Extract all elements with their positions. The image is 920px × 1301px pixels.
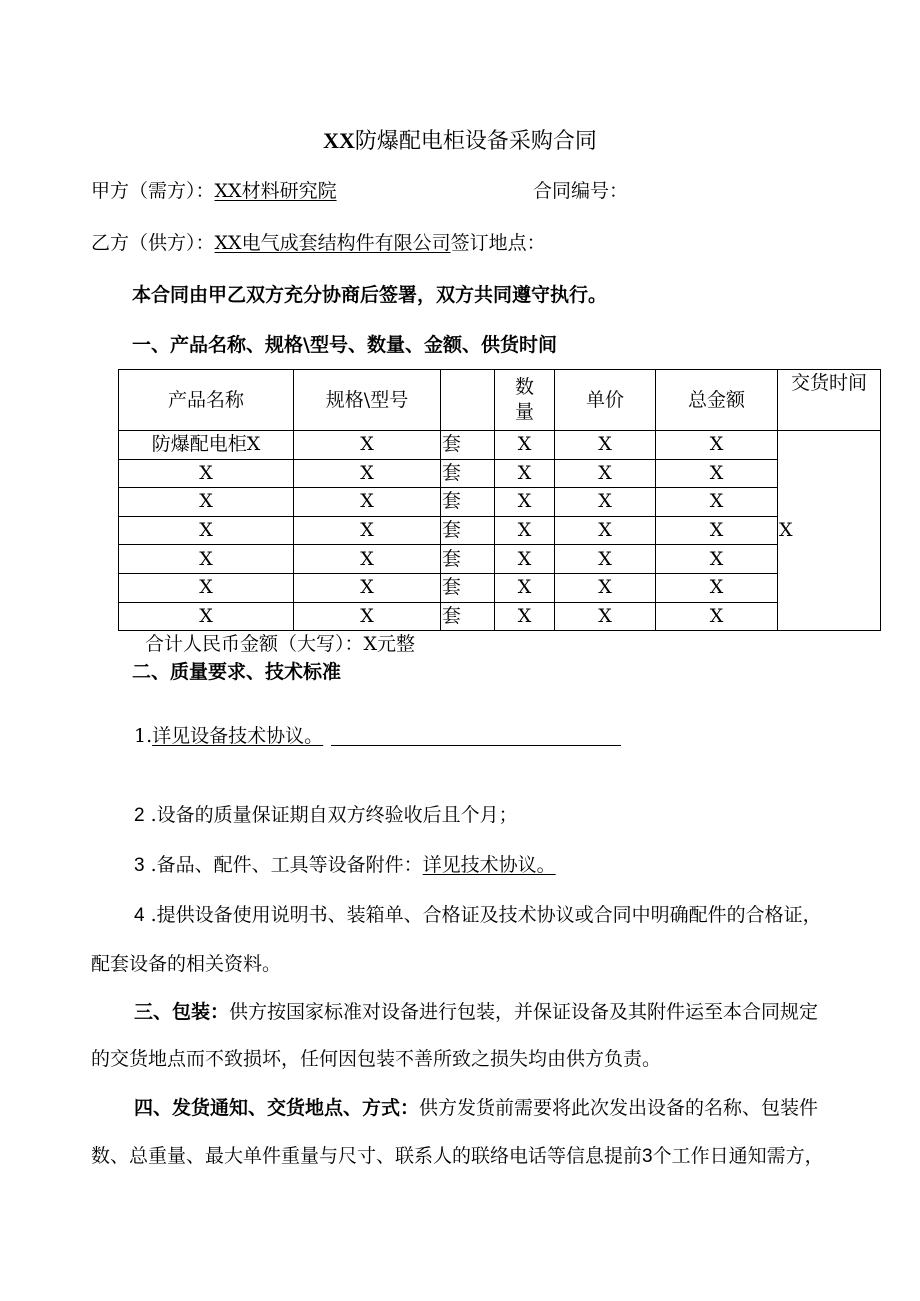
table-row: [119, 545, 881, 574]
section2-item1: [134, 727, 621, 746]
section4-text2a: 数、总重量、最大单件重量与尺寸、联系人的联络电话等信息提前: [91, 1145, 643, 1167]
section4-text1: 供方发货前需要将此次发出设备的名称、包装件: [419, 1097, 819, 1119]
cell-total: X: [656, 459, 778, 488]
cell-total: X: [656, 573, 778, 602]
cell-price: X: [555, 573, 656, 602]
section4-text2b: 个工作日通知需方，: [652, 1145, 824, 1167]
cell-total: X: [656, 488, 778, 517]
cell-price: X: [555, 516, 656, 545]
sign-place-label: 签订地点：: [450, 232, 546, 254]
contract-title: [0, 130, 920, 153]
cell-total: X: [656, 602, 778, 631]
cell-spec: X: [294, 573, 441, 602]
cell-name: X: [119, 545, 294, 574]
cell-name: X: [119, 488, 294, 517]
goods-table: [118, 369, 881, 631]
cell-unit: 套: [441, 545, 495, 574]
item1-number: 1.: [134, 725, 153, 747]
title-cjk: 防爆配电柜设备采购合同: [354, 129, 597, 154]
section4-days-number: 3: [642, 1146, 653, 1167]
table-row: [119, 459, 881, 488]
cell-price: X: [555, 459, 656, 488]
cell-unit: 套: [441, 431, 495, 460]
table-row: [119, 602, 881, 631]
section2-item3: [134, 856, 556, 875]
cell-spec: X: [294, 516, 441, 545]
cell-qty: X: [495, 459, 555, 488]
cell-qty: X: [495, 573, 555, 602]
header-qty-line2: 量: [514, 401, 534, 423]
party-b-value: XX电气成套结构件有限公司: [214, 232, 451, 254]
cell-name: 防爆配电柜X: [119, 431, 294, 460]
section2-item2: [134, 806, 518, 825]
cell-qty: X: [495, 431, 555, 460]
table-row: [119, 573, 881, 602]
cell-total: X: [656, 545, 778, 574]
cell-price: X: [555, 431, 656, 460]
section4-line1: [134, 1099, 818, 1118]
section3-line2: 的交货地点而不致损坏，任何因包装不善所致之损失均由供方负责。: [91, 1048, 662, 1070]
header-unit: [441, 370, 495, 431]
item3-text-prefix: .备品、配件、工具等设备附件：: [150, 854, 423, 876]
table-row: [119, 516, 881, 545]
item3-text-link: 详见技术协议。: [422, 854, 556, 876]
cell-price: X: [555, 602, 656, 631]
cell-unit: 套: [441, 459, 495, 488]
cell-price: X: [555, 545, 656, 574]
cell-unit: 套: [441, 516, 495, 545]
total-amount: 合计人民币金额（大写）：X元整: [145, 633, 416, 655]
header-qty-line1: 数: [514, 376, 534, 399]
cell-qty: X: [495, 516, 555, 545]
cell-price: X: [555, 488, 656, 517]
cell-qty: X: [495, 602, 555, 631]
section3-line1: [134, 1003, 818, 1022]
item3-number: 3: [134, 855, 145, 876]
item2-text: .设备的质量保证期自双方终验收后且个月；: [150, 804, 518, 826]
table-header-row: [119, 370, 881, 431]
party-a-value: XX材料研究院: [214, 180, 337, 202]
cell-spec: X: [294, 545, 441, 574]
header-delivery: 交货时间: [778, 370, 881, 431]
section1-heading: 一、产品名称、规格\型号、数量、金额、供货时间: [132, 334, 557, 356]
cell-unit: 套: [441, 573, 495, 602]
header-total: 总金额: [656, 370, 778, 431]
item1-text: 详见设备技术协议。: [152, 725, 324, 747]
cell-delivery: X: [778, 431, 881, 631]
header-name: 产品名称: [119, 370, 294, 431]
cell-total: X: [656, 431, 778, 460]
table-row: [119, 488, 881, 517]
cell-spec: X: [294, 488, 441, 517]
contract-no-label: 合同编号：: [533, 180, 629, 202]
cell-qty: X: [495, 545, 555, 574]
title-latin: XX: [323, 128, 355, 153]
cell-name: X: [119, 602, 294, 631]
cell-unit: 套: [441, 602, 495, 631]
party-a-line: [91, 182, 337, 201]
item1-blank-line: [331, 727, 621, 746]
cell-name: X: [119, 516, 294, 545]
section3-heading: 三、包装：: [134, 1001, 230, 1023]
section2-heading: 二、质量要求、技术标准: [132, 661, 342, 683]
cell-total: X: [656, 516, 778, 545]
header-qty: [495, 370, 555, 431]
table-row: [119, 431, 881, 460]
party-b-label: 乙方（供方）：: [91, 232, 215, 254]
header-price: 单价: [555, 370, 656, 431]
party-a-label: 甲方（需方）：: [91, 180, 215, 202]
cell-spec: X: [294, 431, 441, 460]
cell-spec: X: [294, 459, 441, 488]
cell-spec: X: [294, 602, 441, 631]
section4-line2: [91, 1147, 824, 1166]
cell-name: X: [119, 459, 294, 488]
cell-name: X: [119, 573, 294, 602]
item4-number: 4: [134, 905, 145, 926]
section4-heading: 四、发货通知、交货地点、方式：: [134, 1097, 420, 1119]
item2-number: 2: [134, 805, 145, 826]
section3-text1: 供方按国家标准对设备进行包装，并保证设备及其附件运至本合同规定: [229, 1001, 819, 1023]
section2-item4-line2: 配套设备的相关资料。: [91, 953, 282, 975]
cell-unit: 套: [441, 488, 495, 517]
header-spec: 规格\型号: [294, 370, 441, 431]
section2-item4-line1: [134, 906, 822, 925]
intro-text: 本合同由甲乙双方充分协商后签署，双方共同遵守执行。: [132, 284, 608, 306]
item4-line1: .提供设备使用说明书、装箱单、合格证及技术协议或合同中明确配件的合格证，: [150, 904, 822, 926]
party-b-line: [91, 234, 546, 253]
cell-qty: X: [495, 488, 555, 517]
